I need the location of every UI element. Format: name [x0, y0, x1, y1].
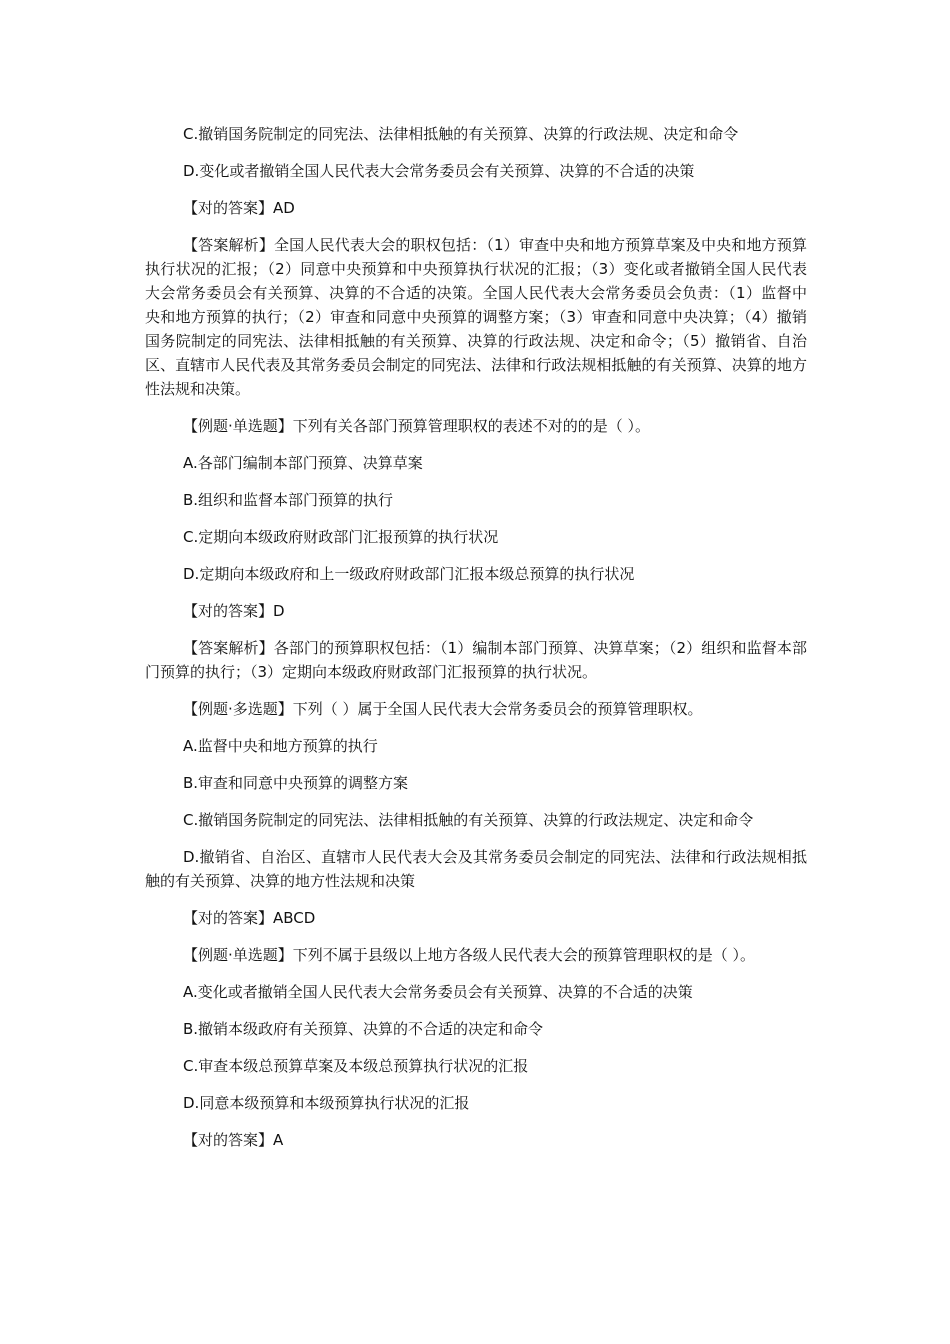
question-single-choice: 【例题·单选题】下列有关各部门预算管理职权的表述不对的的是（ ）。 [183, 417, 651, 435]
option-c: C.定期向本级政府财政部门汇报预算的执行状况 [183, 528, 499, 546]
option-a: A.各部门编制本部门预算、决算草案 [183, 454, 423, 472]
option-c: C.撤销国务院制定的同宪法、法律相抵触的有关预算、决算的行政法规、决定和命令 [183, 125, 739, 143]
option-d: D.定期向本级政府和上一级政府财政部门汇报本级总预算的执行状况 [183, 565, 635, 583]
answer-analysis: 【答案解析】全国人民代表大会的职权包括：（1）审查中央和地方预算草案及中央和地方预算执行状况的汇报；（2）同意中央预算和中央预算执行状况的汇报；（3）变化或者撤销全国人民代表大会常务委员会有关预算、决算的不合适的决策。全国人民代表大会常务委员会负责：（1）监督中央和地方预算的执行；（2）审查和同意中央预算的调整方案；（3）审查和同意中央决算；（4）撤销国务院制定的同宪法、法律相抵触的有关预算、决算的行政法规、决定和命令；（5）撤销省、自治区、直辖市人民代表及其常务委员会制定的同宪法、法律和行政法规相抵触的有关预算、决算的地方性法规和决策。 [145, 236, 807, 398]
option-d: D.同意本级预算和本级预算执行状况的汇报 [183, 1094, 470, 1112]
option-d: D.变化或者撤销全国人民代表大会常务委员会有关预算、决算的不合适的决策 [183, 162, 695, 180]
correct-answer: 【对的答案】A [183, 1131, 284, 1149]
correct-answer: 【对的答案】D [183, 602, 285, 620]
option-b: B.审查和同意中央预算的调整方案 [183, 774, 409, 792]
correct-answer: 【对的答案】ABCD [183, 909, 316, 927]
option-d: D.撤销省、自治区、直辖市人民代表大会及其常务委员会制定的同宪法、法律和行政法规相抵触的有关预算、决算的地方性法规和决策 [145, 848, 807, 890]
option-b: B.撤销本级政府有关预算、决算的不合适的决定和命令 [183, 1020, 544, 1038]
question-multiple-choice: 【例题·多选题】下列（ ）属于全国人民代表大会常务委员会的预算管理职权。 [183, 700, 703, 718]
option-b: B.组织和监督本部门预算的执行 [183, 491, 394, 509]
option-c: C.审查本级总预算草案及本级总预算执行状况的汇报 [183, 1057, 529, 1075]
option-a: A.变化或者撤销全国人民代表大会常务委员会有关预算、决算的不合适的决策 [183, 983, 693, 1001]
document-body [145, 122, 807, 1165]
option-a: A.监督中央和地方预算的执行 [183, 737, 378, 755]
correct-answer: 【对的答案】AD [183, 199, 295, 217]
option-c: C.撤销国务院制定的同宪法、法律相抵触的有关预算、决算的行政法规定、决定和命令 [183, 811, 754, 829]
answer-analysis: 【答案解析】各部门的预算职权包括：（1）编制本部门预算、决算草案；（2）组织和监督本部门预算的执行；（3）定期向本级政府财政部门汇报预算的执行状况。 [145, 639, 807, 681]
question-single-choice: 【例题·单选题】下列不属于县级以上地方各级人民代表大会的预算管理职权的是（ ）。 [183, 946, 756, 964]
